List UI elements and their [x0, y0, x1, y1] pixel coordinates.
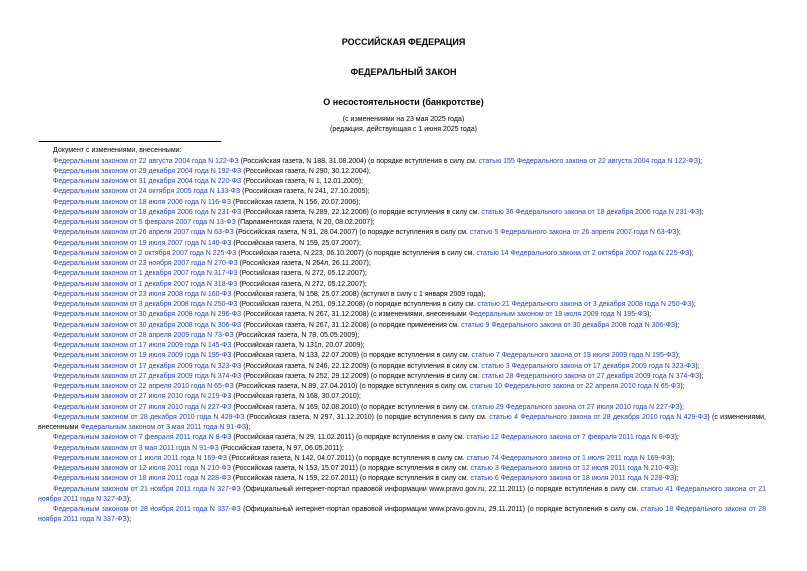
- publication-text: (Российская газета, N 159, 22.07.2011) (о порядке вступления в силу см.: [230, 475, 471, 483]
- closing-text: );: [647, 311, 652, 319]
- list-item: [38, 228, 766, 238]
- article-link[interactable]: статью 21 Федерального закона от 3 декабря 2008 года N 250-ФЗ: [477, 301, 692, 308]
- law-link[interactable]: Федеральным законом от 27 июля 2010 года N 227-ФЗ: [53, 403, 232, 411]
- article-link[interactable]: статью 41 Федерального закона от 21 ноября 2011 года N 327-ФЗ: [38, 485, 766, 503]
- closing-text: );: [674, 434, 679, 442]
- law-link[interactable]: Федеральным законом от 5 февраля 2007 года N 13-ФЗ: [53, 219, 236, 226]
- article-link[interactable]: статью 4 Федерального закона от 28 декабря 2010 года N 429-ФЗ: [489, 413, 708, 421]
- publication-text: (Российская газета, N 153, 15.07.2011) (о порядке вступления в силу см.: [230, 465, 471, 472]
- law-link[interactable]: Федеральным законом от 3 декабря 2008 года N 250-ФЗ: [53, 301, 238, 308]
- law-link[interactable]: Федеральным законом от 2 октября 2007 года N 225-ФЗ: [53, 249, 237, 257]
- publication-text: (Российская газета, N 89, 27.04.2010) (о порядке вступления в силу см.: [233, 383, 470, 390]
- list-item: [38, 413, 766, 434]
- closing-text: );: [246, 424, 251, 431]
- article-link[interactable]: статью 29 Федерального закона от 27 июля 2010 года N 227-ФЗ: [471, 403, 680, 411]
- publication-text: (Российская газета, N 267, 31.12.2008) (о порядке применения см.: [241, 321, 462, 329]
- article-link[interactable]: статью 7 Федерального закона от 19 июля 2009 года N 195-ФЗ: [471, 352, 676, 360]
- article-link[interactable]: статью 3 Федерального закона от 12 июля 2011 года N 210-ФЗ: [470, 465, 675, 472]
- law-link[interactable]: Федеральным законом от 28 ноября 2011 года N 337-ФЗ: [53, 506, 241, 513]
- list-item: [38, 351, 766, 361]
- closing-text: );: [676, 229, 681, 237]
- publication-text: (Российская газета, N 272, 05.12.2007);: [237, 270, 367, 278]
- publication-text: (Российская газета, N 158, 25.07.2008) (вступил в силу с 1 января 2009 года);: [231, 290, 486, 298]
- publication-text: (Официальный интернет-портал правовой информации www.pravo.gov.ru, 29.11.2011) (о порядке вступления в силу см.: [240, 506, 641, 513]
- law-link[interactable]: Федеральным законом от 27 июля 2010 года N 219-ФЗ: [53, 393, 232, 401]
- article-link[interactable]: статью 155 Федерального закона от 22 августа 2004 года N 122-ФЗ: [478, 157, 698, 165]
- list-item: [38, 321, 766, 331]
- law-link[interactable]: Федеральным законом от 12 июля 2011 года N 210-ФЗ: [53, 465, 231, 472]
- page-title: О несостоятельности (банкротстве): [323, 97, 484, 107]
- list-item: [38, 372, 766, 382]
- list-item: [38, 208, 766, 218]
- publication-text: (Российская газета, N 169, 02.08.2010) (о порядке вступления в силу см.: [231, 403, 472, 411]
- list-item: [38, 464, 766, 474]
- list-item: [38, 403, 766, 413]
- law-link[interactable]: Федеральным законом от 31 декабря 2004 года N 220-ФЗ: [53, 178, 242, 185]
- publication-text: (Российская газета, N 264л, 26.11.2007);: [237, 260, 371, 267]
- law-link[interactable]: Федеральным законом от 29 декабря 2004 года N 192-ФЗ: [53, 167, 242, 175]
- law-link[interactable]: Федеральным законом от 23 июля 2008 года N 160-ФЗ: [53, 290, 232, 298]
- list-item: [38, 505, 766, 526]
- publication-text: (Российская газета, N 91, 28.04.2007) (о порядке вступления в силу см.: [233, 229, 470, 237]
- closing-text: );: [699, 372, 704, 380]
- list-item: [38, 331, 766, 341]
- redaction-note: (редакция, действующая с 1 июня 2025 года): [330, 126, 477, 133]
- edition-note: (с изменениями на 23 мая 2025 года): [342, 116, 465, 123]
- article-link[interactable]: статью 9 Федерального закона от 30 декабря 2008 года N 306-ФЗ: [461, 321, 676, 329]
- list-item: [38, 249, 766, 259]
- list-item: [38, 444, 766, 454]
- header-country: РОССИЙСКАЯ ФЕДЕРАЦИЯ: [341, 37, 466, 47]
- publication-text: (Российская газета, N 223, 06.10.2007) (о порядке вступления в силу см.: [236, 249, 477, 257]
- article-link[interactable]: статью 36 Федерального закона от 18 декабря 2006 года N 231-ФЗ: [481, 208, 700, 216]
- closing-text: ) (с изменениями, внесенными: [38, 413, 766, 431]
- publication-text: (Парламентская газета, N 20, 08.02.2007);: [235, 219, 375, 226]
- closing-text: );: [697, 157, 703, 165]
- law-link[interactable]: Федеральным законом от 1 декабря 2007 года N 317-ФЗ: [53, 270, 238, 278]
- publication-text: (Российская газета, N 131п, 20.07.2009);: [231, 342, 365, 349]
- document-type: ФЕДЕРАЛЬНЫЙ ЗАКОН: [350, 67, 457, 77]
- list-item: [38, 269, 766, 279]
- law-link[interactable]: Федеральным законом от 1 июля 2011 года N 169-ФЗ: [53, 454, 228, 462]
- publication-text: (Российская газета, N 188, 31.08.2004) (о порядке вступления в силу см.: [238, 157, 479, 165]
- publication-text: (Российская газета, N 1, 12.01.2005);: [241, 178, 363, 185]
- list-item: [38, 341, 766, 351]
- amendments-intro: Документ с изменениями, внесенными:: [53, 147, 182, 154]
- law-link[interactable]: Федеральным законом от 7 февраля 2011 года N 8-ФЗ: [53, 434, 232, 442]
- law-link[interactable]: Федеральным законом от 30 декабря 2008 года N 296-ФЗ: [53, 311, 242, 319]
- article-link[interactable]: статью 6 Федерального закона от 18 июля 2011 года N 228-ФЗ: [470, 475, 675, 483]
- law-link[interactable]: Федеральным законом от 26 апреля 2007 года N 63-ФЗ: [53, 229, 234, 237]
- article-link[interactable]: Федеральным законом от 19 июля 2009 года N 195-ФЗ: [468, 311, 648, 319]
- closing-text: );: [674, 465, 679, 472]
- publication-text: (Российская газета, N 251, 09.12.2008) (о порядке вступления в силу см.: [237, 301, 478, 308]
- list-item: [38, 167, 766, 177]
- separator-rule: [39, 141, 221, 142]
- law-link[interactable]: Федеральным законом от 18 июля 2006 года N 116-ФЗ: [53, 198, 231, 206]
- publication-text: (Российская газета, N 133, 22.07.2009) (о порядке вступления в силу см.: [231, 352, 472, 360]
- list-item: [38, 187, 766, 197]
- law-link[interactable]: Федеральным законом от 30 декабря 2008 года N 306-ФЗ: [53, 321, 242, 329]
- article-link[interactable]: статью 74 Федерального закона от 1 июля 2011 года N 169-ФЗ: [466, 454, 671, 462]
- list-item: [38, 474, 766, 484]
- law-link[interactable]: Федеральным законом от 18 декабря 2006 года N 231-ФЗ: [53, 208, 242, 216]
- law-link[interactable]: Федеральным законом от 17 июля 2009 года N 145-ФЗ: [53, 342, 232, 349]
- publication-text: (Официальный интернет-портал правовой информации www.pravo.gov.ru, 22.11.2011) (о порядке вступления в силу см.: [240, 485, 641, 493]
- list-item: [38, 177, 766, 187]
- publication-text: (Российская газета, N 246, 22.12.2009) (о порядке вступления в силу см.: [241, 362, 482, 370]
- list-item: [38, 433, 766, 443]
- list-item: [38, 259, 766, 269]
- law-link[interactable]: Федеральным законом от 19 июля 2007 года N 140-ФЗ: [53, 239, 232, 247]
- closing-text: );: [691, 301, 696, 308]
- list-item: [38, 382, 766, 392]
- publication-text: (Российская газета, N 272, 05.12.2007);: [237, 280, 367, 288]
- closing-text: );: [680, 383, 685, 390]
- law-link[interactable]: Федеральным законом от 1 декабря 2007 года N 318-ФЗ: [53, 280, 238, 288]
- closing-text: );: [689, 249, 694, 257]
- article-link[interactable]: статью 28 Федерального закона от 27 декабря 2009 года N 374-ФЗ: [481, 372, 700, 380]
- article-link[interactable]: статью 3 Федерального закона от 17 декабря 2009 года N 323-ФЗ: [481, 362, 696, 370]
- law-link[interactable]: Федеральным законом от 27 декабря 2009 года N 374-ФЗ: [53, 372, 242, 380]
- law-link[interactable]: Федеральным законом от 28 апреля 2009 года N 73-ФЗ: [53, 331, 234, 339]
- law-link[interactable]: Федеральным законом от 18 июля 2011 года N 228-ФЗ: [53, 475, 231, 483]
- law-link[interactable]: Федеральным законом от 21 ноября 2011 года N 327-ФЗ: [53, 485, 241, 493]
- publication-text: (Российская газета, N 297, 31.12.2010) (о порядке вступления в силу см.: [244, 413, 490, 421]
- law-link[interactable]: Федеральным законом от 19 июля 2009 года N 195-ФЗ: [53, 352, 232, 360]
- list-item: [38, 392, 766, 402]
- law-link[interactable]: Федеральным законом от 23 ноября 2007 года N 270-ФЗ: [53, 260, 238, 267]
- publication-text: (Российская газета, N 252, 29.12.2009) (о порядке вступления в силу см.: [241, 372, 482, 380]
- article-link[interactable]: статью 10 Федерального закона от 22 апреля 2010 года N 65-ФЗ: [469, 383, 681, 390]
- list-item: [38, 300, 766, 310]
- law-link[interactable]: Федеральным законом от 22 апреля 2010 года N 65-ФЗ: [53, 383, 234, 390]
- list-item: [38, 485, 766, 506]
- list-item: [38, 310, 766, 320]
- closing-text: );: [126, 495, 132, 503]
- list-item: [38, 290, 766, 300]
- closing-text: );: [126, 516, 132, 524]
- amending-law-link[interactable]: Федеральным законом от 3 мая 2011 года N 91-ФЗ: [80, 424, 247, 431]
- closing-text: );: [674, 475, 679, 483]
- law-link[interactable]: Федеральным законом от 28 декабря 2010 года N 429-ФЗ: [53, 413, 245, 421]
- closing-text: );: [679, 403, 684, 411]
- publication-text: (Российская газета, N 241, 27.10.2005);: [240, 188, 370, 196]
- publication-text: (Российская газета, N 267, 31.12.2008) (с изменениями, внесенными: [241, 311, 469, 319]
- closing-text: );: [695, 362, 700, 370]
- closing-text: );: [699, 208, 704, 216]
- list-item: [38, 198, 766, 208]
- list-item: [38, 280, 766, 290]
- list-item: [38, 157, 766, 167]
- law-link[interactable]: Федеральным законом от 22 августа 2004 года N 122-ФЗ: [53, 157, 239, 165]
- article-link[interactable]: статью 18 Федерального закона от 28 ноября 2011 года N 337-ФЗ: [38, 506, 766, 524]
- law-link[interactable]: Федеральным законом от 17 декабря 2009 года N 323-ФЗ: [53, 362, 242, 370]
- publication-text: (Российская газета, N 168, 30.07.2010);: [231, 393, 361, 401]
- list-item: [38, 362, 766, 372]
- law-link[interactable]: Федеральным законом от 3 мая 2011 года N 91-ФЗ: [53, 444, 219, 452]
- publication-text: (Российская газета, N 78, 05.05.2009);: [233, 331, 360, 339]
- list-item: [38, 454, 766, 464]
- law-link[interactable]: Федеральным законом от 24 октября 2005 года N 133-ФЗ: [53, 188, 241, 196]
- list-item: [38, 239, 766, 249]
- article-link[interactable]: статью 5 Федерального закона от 26 апреля 2007 года N 63-ФЗ: [469, 229, 677, 237]
- publication-text: (Российская газета, N 159, 25.07.2007);: [231, 239, 361, 247]
- closing-text: );: [675, 321, 680, 329]
- closing-text: );: [675, 352, 680, 360]
- closing-text: );: [670, 454, 675, 462]
- article-link[interactable]: статью 12 Федерального закона от 7 февраля 2011 года N 8-ФЗ: [466, 434, 675, 442]
- publication-text: (Российская газета, N 142, 04.07.2011) (о порядке вступления в силу см.: [227, 454, 467, 462]
- publication-text: (Российская газета, N 289, 22.12.2006) (о порядке вступления в силу см.: [241, 208, 482, 216]
- list-item: [38, 218, 766, 228]
- publication-text: (Российская газета, N 156, 20.07.2006);: [230, 198, 361, 206]
- publication-text: (Российская газета, N 290, 30.12.2004);: [241, 167, 371, 175]
- article-link[interactable]: статью 14 Федерального закона от 2 октября 2007 года N 225-ФЗ: [476, 249, 690, 257]
- amendments-list: [38, 157, 766, 526]
- publication-text: (Российская газета, N 97, 06.05.2011);: [218, 444, 344, 452]
- publication-text: (Российская газета, N 29, 11.02.2011) (о порядке вступления в силу см.: [231, 434, 467, 442]
